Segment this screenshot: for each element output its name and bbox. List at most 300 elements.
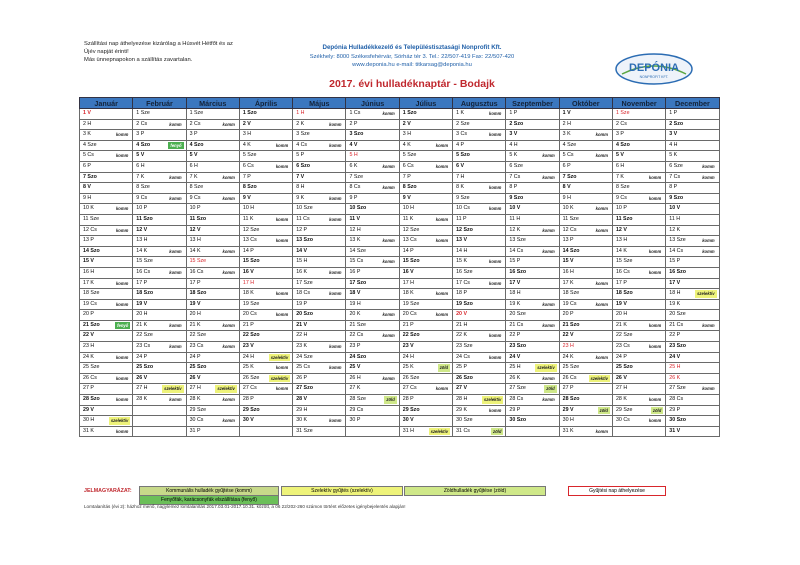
table-row [80,320,720,331]
day-label: 3 K [83,131,91,138]
day-cell [506,405,559,416]
day-label: 5 V [615,152,624,159]
day-label: 1 Sze [189,110,204,116]
day-label: 17 K [83,279,94,286]
day-cell [612,161,665,172]
day-label: 21 Cs [669,321,684,328]
day-label: 8 Szo [242,184,257,191]
day-label: 19 H [349,300,361,307]
day-cell [506,183,559,194]
day-label: 7 P [402,173,411,180]
day-cell [666,342,719,353]
day-cell [186,405,239,416]
day-cell [80,373,133,384]
day-label: 20 Sze [509,311,526,318]
day-cell [506,342,559,353]
day-label: 2 H [562,120,571,127]
day-label: 31 Cs [456,427,470,434]
collection-tag: komm [435,238,449,244]
day-label: 19 Sze [402,300,420,307]
day-cell [506,161,559,172]
day-cell [453,310,506,321]
day-label: 11 K [242,215,254,222]
day-label: 27 P [83,385,94,392]
collection-tag: komm [169,121,182,127]
collection-tag: komm [648,195,662,201]
day-cell [559,426,612,437]
day-cell [506,214,559,225]
company-header [262,44,562,70]
day-cell [666,426,719,437]
day-cell [559,130,612,141]
day-label: 23 Cs [189,343,204,350]
day-cell [506,373,559,384]
day-label: 15 P [669,258,681,265]
day-label: 6 Cs [402,162,414,169]
day-label: 12 K [669,226,681,233]
day-cell [80,363,133,374]
day-cell [453,267,506,278]
day-label: 13 H [615,237,628,244]
day-cell [506,320,559,331]
day-cell [239,416,292,427]
day-cell [453,257,506,268]
table-row [80,172,720,183]
day-label: 21 K [136,321,148,328]
day-cell [453,331,506,342]
day-cell [666,299,719,310]
collection-tag: komm [329,344,342,350]
month-header: Szeptember [506,98,559,109]
day-label: 27 Cs [402,385,417,392]
day-label: 13 Sze [509,237,526,244]
day-cell [506,246,559,257]
day-label: 24 H [402,353,414,360]
day-cell [506,267,559,278]
day-label: 29 Sze [615,406,633,413]
day-cell [133,204,186,215]
day-label: 4 P [456,141,465,148]
day-label: 17 H [242,279,255,286]
day-label: 2 V [242,120,251,127]
day-label: 5 Sze [402,152,417,159]
day-label: 7 P [242,173,251,180]
day-cell [559,193,612,204]
day-cell [293,204,346,215]
day-label: 17 V [509,279,521,286]
day-cell [239,289,292,300]
day-label: 5 H [349,152,358,159]
day-cell [612,193,665,204]
day-cell [453,426,506,437]
day-label: 30 V [242,417,254,424]
day-label: 30 Szo [509,417,527,424]
day-cell [453,119,506,130]
day-cell [133,289,186,300]
day-cell [346,405,399,416]
day-cell [399,267,452,278]
table-row [80,363,720,374]
day-cell [612,299,665,310]
day-cell [666,363,719,374]
day-label: 19 Cs [562,300,577,307]
collection-tag: komm [595,206,608,212]
day-label: 22 Cs [349,332,364,339]
table-row [80,426,720,437]
table-row [80,204,720,215]
collection-tag: zöld [386,397,395,403]
day-label: 13 Cs [402,237,417,244]
collection-tag: komm [329,121,342,127]
day-cell [346,257,399,268]
day-label: 14 K [189,247,201,254]
day-cell [239,161,292,172]
day-cell [612,278,665,289]
day-label: 13 H [189,237,201,244]
day-label: 2 Cs [615,120,627,127]
day-label: 28 Cs [669,396,684,403]
collection-tag: komm [115,301,129,307]
day-cell [612,140,665,151]
day-cell [666,373,719,384]
day-cell [453,151,506,162]
day-label: 14 Cs [509,247,524,254]
day-label: 19 K [669,300,681,307]
day-cell [239,363,292,374]
collection-tag: komm [169,248,182,254]
day-label: 16 K [296,268,308,275]
day-cell [453,130,506,141]
collection-tag: komm [489,206,502,212]
day-cell [293,109,346,120]
collection-tag: komm [542,227,555,233]
collection-tag: komm [648,248,662,254]
day-cell [506,278,559,289]
day-cell [239,119,292,130]
day-label: 26 V [615,374,627,381]
day-cell [293,161,346,172]
day-label: 30 H [83,417,95,424]
day-cell [239,299,292,310]
day-label: 12 Cs [83,226,97,233]
day-label: 28 Szo [562,396,580,403]
day-label: 28 K [615,396,627,403]
day-label: 23 V [402,343,414,350]
day-cell [293,342,346,353]
deponia-logo [614,52,694,86]
day-label: 29 Cs [349,406,364,413]
day-label: 17 Szo [349,279,367,286]
day-label: 1 P [509,110,518,116]
day-label: 21 K [615,321,627,328]
day-cell [506,236,559,247]
table-row [80,267,720,278]
day-label: 22 Sze [189,332,207,339]
day-cell [239,267,292,278]
day-cell [80,193,133,204]
collection-tag: komm [542,301,555,307]
day-label: 7 Cs [509,173,521,180]
day-cell [346,246,399,257]
day-cell [453,172,506,183]
day-cell [293,172,346,183]
day-label: 18 H [669,290,681,297]
day-cell [186,225,239,236]
day-label: 7 Szo [83,173,97,180]
day-cell [666,119,719,130]
day-cell [346,278,399,289]
table-row [80,214,720,225]
day-cell [666,214,719,225]
day-label: 19 P [296,300,308,307]
day-cell [186,204,239,215]
day-cell [80,405,133,416]
collection-tag: komm [115,354,129,360]
day-label: 10 P [136,205,148,212]
collection-tag: komm [115,397,129,403]
day-label: 10 V [509,205,521,212]
day-label: 13 K [349,237,361,244]
day-cell [346,109,399,120]
day-cell [133,267,186,278]
day-label: 23 K [296,343,308,350]
day-label: 5 K [509,152,518,159]
day-cell [612,310,665,321]
collection-tag: komm [275,386,289,392]
day-label: 4 H [509,141,518,148]
day-cell [399,204,452,215]
day-label: 19 V [615,300,627,307]
collection-tag: szelektív [164,386,182,392]
day-label: 12 Sze [242,226,260,233]
collection-tag: szelektív [430,428,449,434]
day-label: 29 Sze [189,406,207,413]
day-label: 14 V [296,247,308,254]
day-label: 15 Sze [136,258,153,265]
day-label: 5 Cs [562,152,574,159]
day-cell [399,172,452,183]
day-cell [133,193,186,204]
day-cell [80,342,133,353]
day-cell [239,320,292,331]
day-label: 15 Sze [615,258,633,265]
day-cell [239,193,292,204]
day-label: 24 H [242,353,255,360]
table-row [80,278,720,289]
collection-tag: komm [702,163,715,169]
day-cell [133,140,186,151]
collection-tag: komm [115,153,129,159]
day-label: 25 Sze [562,364,580,371]
day-cell [80,236,133,247]
day-cell [293,299,346,310]
day-cell [133,183,186,194]
legend-label: JELMAGYARÁZAT: [84,488,132,494]
day-label: 27 H [136,385,148,392]
day-label: 26 Sze [242,374,260,381]
day-cell [612,109,665,120]
day-cell [666,395,719,406]
day-label: 27 Cs [242,385,257,392]
day-cell [559,278,612,289]
day-cell [293,416,346,427]
day-label: 5 V [189,152,198,159]
day-cell [453,405,506,416]
day-cell [133,395,186,406]
day-label: 21 V [296,321,308,328]
day-label: 2 Cs [189,120,201,127]
collection-tag: komm [222,195,235,201]
day-label: 6 K [349,162,358,169]
collection-tag: komm [169,344,182,350]
day-label: 13 P [562,237,574,244]
day-cell [186,214,239,225]
day-cell [666,331,719,342]
day-cell [559,405,612,416]
day-cell [559,172,612,183]
day-cell [80,172,133,183]
day-cell [239,183,292,194]
day-label: 9 H [83,194,92,201]
day-label: 24 Sze [296,353,313,360]
day-label: 11 P [456,215,467,222]
day-label: 26 P [296,374,308,381]
day-cell [506,225,559,236]
day-label: 22 Sze [136,332,153,339]
day-label: 21 Szo [83,321,100,328]
day-cell [186,161,239,172]
day-cell [453,373,506,384]
day-cell [239,384,292,395]
day-cell [346,140,399,151]
day-cell [80,310,133,321]
day-cell [293,405,346,416]
day-cell [399,416,452,427]
day-label: 21 P [402,321,414,328]
collection-tag: komm [595,301,608,307]
day-label: 27 P [562,385,574,392]
day-cell [239,109,292,120]
day-cell [612,289,665,300]
day-label: 6 H [615,162,625,169]
day-label: 4 Cs [296,141,308,148]
day-label: 9 Sze [456,194,470,201]
day-label: 26 V [136,374,148,381]
day-label: 20 H [189,311,201,318]
day-cell [559,331,612,342]
day-label: 11 Sze [83,215,100,222]
day-label: 28 Szo [83,396,100,403]
day-label: 30 P [349,417,361,424]
day-cell [399,342,452,353]
day-cell [80,130,133,141]
day-label: 14 Cs [669,247,684,254]
day-cell [80,320,133,331]
day-cell [346,130,399,141]
day-cell [453,278,506,289]
day-cell [666,289,719,300]
day-cell [506,426,559,437]
day-cell [293,426,346,437]
day-cell [453,236,506,247]
collection-tag: komm [542,397,555,403]
table-row [80,140,720,151]
day-label: 21 K [189,321,201,328]
day-cell [559,183,612,194]
day-cell [346,193,399,204]
day-label: 2 Cs [136,120,148,127]
day-label: 10 K [562,205,574,212]
collection-tag: komm [435,386,449,392]
day-cell [399,289,452,300]
collection-tag: komm [542,322,555,328]
collection-tag: komm [275,291,289,297]
day-label: 31 H [402,427,414,434]
day-label: 31 K [562,427,574,434]
day-cell [346,299,399,310]
day-label: 19 V [136,300,148,307]
day-cell [346,204,399,215]
day-cell [80,151,133,162]
day-cell [80,331,133,342]
day-cell [239,352,292,363]
legend-fenyo: Fenyőfák, karácsonyfák elszállítása (fenyő) [139,495,279,505]
day-cell [666,172,719,183]
collection-tag: komm [382,163,395,169]
day-cell [559,289,612,300]
collection-tag: komm [648,269,662,275]
day-label: 6 H [189,162,198,169]
day-cell [186,352,239,363]
day-cell [239,151,292,162]
day-cell [293,289,346,300]
day-label: 17 Sze [296,279,313,286]
day-cell [346,225,399,236]
day-label: 16 Cs [189,268,204,275]
day-cell [612,320,665,331]
day-cell [293,278,346,289]
day-label: 21 H [456,321,468,328]
day-cell [612,416,665,427]
collection-tag: szelektív [590,375,608,381]
day-cell [453,140,506,151]
day-cell [666,257,719,268]
month-header: Április [239,98,292,109]
day-cell [612,267,665,278]
day-cell [80,225,133,236]
day-cell [399,320,452,331]
day-label: 23 Szo [509,343,527,350]
collection-tag: komm [489,259,502,265]
day-label: 14 Szo [83,247,100,254]
day-cell [506,119,559,130]
day-cell [506,109,559,120]
day-cell [239,278,292,289]
collection-tag: komm [222,174,235,180]
day-cell [346,119,399,130]
day-label: 16 Cs [615,268,630,275]
day-label: 24 K [83,353,94,360]
collection-tag: komm [275,163,289,169]
day-cell [559,267,612,278]
note-line-3: Más ünnepnapokon a szállítás zavartalan. [84,57,193,63]
day-label: 5 Cs [83,152,94,159]
day-cell [666,151,719,162]
day-label: 7 Szo [562,173,577,180]
day-label: 18 K [402,290,414,297]
collection-tag: szelektív [110,418,129,424]
day-cell [186,373,239,384]
